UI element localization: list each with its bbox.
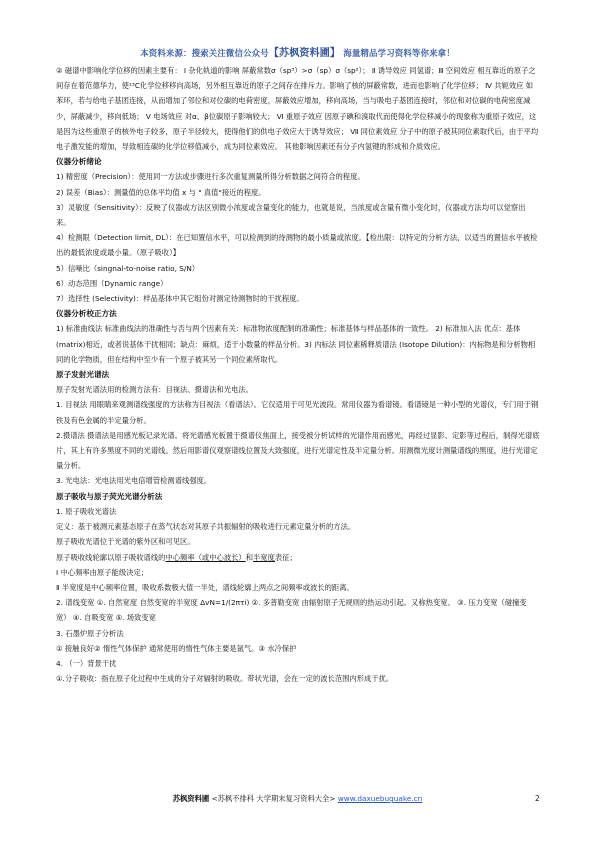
list-item: 2) 误差（Bias）：测量值的总体平均值 x 与 " 真值"接近的程度。 (56, 187, 266, 197)
paragraph-absorption-line (56, 550, 540, 565)
text-span: 原子吸收线轮廓以原子吸收谱线的 (56, 552, 166, 562)
footer-brand: 苏枫资料圃 (172, 794, 210, 803)
paragraph: 3. 光电法：光电法用光电倍增管检测谱线强度。 (56, 476, 212, 486)
paragraph: ① 接触良好② 惰性气体保护 通常使用的惰性气体主要是氩气。③ 水冷保护 (56, 643, 297, 653)
banner-suffix: 海量精品学习资料等你来拿！ (340, 48, 455, 58)
page-footer (0, 794, 595, 804)
section-heading-intro: 仪器分析绪论 (56, 157, 102, 167)
paragraph: Ⅰ 中心频率由原子能级决定； (56, 567, 149, 577)
paragraph: 1. 目视法 用眼睛来观测谱线强度的方法称为目视法（看谱法）。它仅适用于可见光波段。常用仪器为看谱镜。看谱镜是一种小型的光谱仪，专门用于钢铁及有色金属的半定量分析。 (56, 400, 539, 425)
paragraph: Ⅱ 半宽度是中心频率位置，吸收系数极大值一半处，谱线轮廓上两点之间频率或波长的距离。 (56, 582, 354, 592)
paragraph: 原子吸收光谱位于光谱的紫外区和可见区。 (56, 537, 195, 547)
paragraph: ①.分子吸收：指在原子化过程中生成的分子对辐射的吸收。带状光谱，会在一定的波长范围内形成干扰。 (56, 674, 394, 684)
paragraph: 4. （一）背景干扰 (56, 658, 117, 668)
paragraph-nmr-factors: ② 磁谱中影响化学位移的因素主要有： Ⅰ 杂化轨道的影响 屏蔽常数σ（sp³）>σ（sp）σ（sp²）； Ⅱ 诱导效应 同氢谱；Ⅲ 空间效应 相互靠近的原子之间存在着范德华力，使¹³C化学位移移向高场，另外相互靠近的原子之间存在排斥力。影响了核的屏蔽常数，进而也影响了化学位移； Ⅳ 共轭效应 如苯环，若与给电子基团连接，从而增加了邻位和对位碳的电荷密度，屏蔽效应增加，移向高场，当与吸电子基团连接时，邻位和对位碳的电荷密度减少，屏蔽减少，移向低场； Ⅴ 电场效应 对α、β位碳原子影响较大； Ⅵ 重原子效应 因原子碘和溴取代而使得化学位移减小的现象称为重原子效应，这是因为这些重原子的核外电子较多，原子半径较大，使得他们的供电子效应大于诱导效应； Ⅶ 同位素效应 分子中的原子被其同位素取代后，由于平均电子激发能的增加，导致相连碳的化学位移值减小，成为同位素效应。 其他影响因素还有分子内氢键的形成和介质效应。 (56, 66, 539, 152)
document-body (56, 63, 540, 686)
section-heading-absorption: 原子吸收与原子荧光光谱分析法 (56, 491, 163, 501)
underlined-term: 中心频率（或中心波长） (165, 552, 246, 562)
banner-brand: 【苏枫资料圃】 (268, 48, 341, 59)
text-span: 和 (245, 552, 254, 562)
list-item: 7）选择性 (Selectivity)：样品基体中其它组份对测定待测物时的干扰程度。 (56, 294, 304, 304)
paragraph: 2. 谱线变宽 ①. 自然宽度 自然变宽的半宽度 ΔvN=1/(2πτi) ②. 多普勒变宽 由辐射原子无规则的热运动引起。又称热变宽。 ③. 压力变宽（碰撞变宽） ④. 自吸变宽 ⑤. 场致变宽 (56, 598, 527, 623)
text-span: 表征； (274, 552, 297, 562)
banner-prefix: 本资料来源：搜索关注微信公众号 (140, 48, 269, 58)
header-banner (0, 44, 595, 59)
list-item: 6）动态范围（Dynamic range） (56, 278, 168, 288)
list-item: 5）信噪比（singnal-to-noise ratio, S/N） (56, 263, 200, 273)
list-item: 1) 精密度（Precision）：使用同一方法或步骤进行多次重复测量所得分析数据之间符合的程度。 (56, 172, 365, 182)
underlined-term: 半宽度 (253, 552, 275, 562)
list-item: 3）灵敏度（Sensitivity）：反映了仪器或方法区别微小浓度或含量变化的能力，也就是说，当浓度或含量有微小变化时，仪器或方法均可以觉察出来。 (56, 202, 526, 228)
paragraph: 3. 石墨炉原子分析法 (56, 628, 124, 638)
footer-text: <苏枫不排科 大学期末复习资料大全> (209, 794, 338, 803)
footer-link[interactable]: www.daxuebuguake.cn (337, 794, 423, 803)
page-number: 2 (535, 794, 540, 803)
paragraph-calibration: 1) 标准曲线法 标准曲线法的准确性与否与两个因素有关：标准物浓度配制的准确性；标准基体与样品基体的一致性。 2) 标准加入法 优点：基体(matrix)相近，或者说基体干扰相同；缺点：麻烦，适于小数量的样品分析。3) 内标法 同位素稀释质谱法 (Isotope Dilution)：内标物是和分析物相同的化学物质，但在结构中至少有一个原子被其另一个同位素所取代。 (56, 324, 536, 364)
paragraph: 1. 原子吸收光谱法 (56, 506, 117, 516)
list-item: 4）检测限（Detection limit, DL）：在已知置信水平，可以检测到的待测物的最小质量或浓度。【检出限：以特定的分析方法，以适当的置信水平被检出的最低浓度或最小量。（原子吸收）】 (56, 233, 538, 258)
section-heading-calibration: 仪器分析校正方法 (56, 309, 117, 319)
paragraph: 原子发射光谱法用的检测方法有：目视法、摄谱法和光电法。 (56, 385, 254, 395)
paragraph: 2.摄谱法 摄谱法是用感光板记录光谱。将光谱感光板置于摄谱仪焦面上，接受被分析试样的光谱作用而感光，再经过显影、定影等过程后，制得光谱底片，其上有许多黑度不同的光谱线。然后用影谱仪观察谱线位置及大致强度，进行光谱定性及半定量分析。用测微光度计测量谱线的黑度，进行光谱定量分析。 (56, 430, 540, 471)
section-heading-emission: 原子发射光谱法 (56, 370, 110, 380)
paragraph: 定义：基于被测元素基态原子在蒸气状态对其原子共振辐射的吸收进行元素定量分析的方法。 (56, 522, 356, 532)
